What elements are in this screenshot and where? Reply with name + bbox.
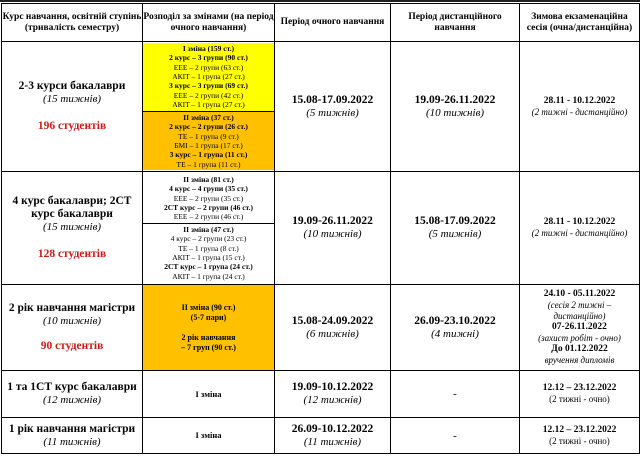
distance-dates: 19.09-26.11.2022 <box>414 93 496 106</box>
fulltime-weeks: (10 тижнів) <box>303 228 362 240</box>
session-line: 07-26.11.2022 <box>552 322 607 332</box>
shift-line: 2 курс – 3 групи (90 ст.) <box>169 53 248 63</box>
distance-dash: - <box>453 388 457 400</box>
distance-cell <box>391 42 520 172</box>
course-cell <box>2 418 143 454</box>
distance-weeks: (10 тижнів) <box>425 106 485 119</box>
course-name: 2-3 курси бакалаври <box>18 80 126 92</box>
distance-dash: - <box>453 429 457 442</box>
distance-cell <box>391 285 520 371</box>
session-note: (2 тижні - очно) <box>549 435 610 446</box>
fulltime-weeks: (5 тижнів) <box>306 106 359 119</box>
session-line: (сесія 2 тижні – <box>547 300 612 310</box>
shift-line: ТЕ – 1 група (9 ст.) <box>178 131 239 141</box>
header-session: Зимова екзаменаційна сесія (очна/дистанційна) <box>520 4 640 42</box>
session-cell <box>520 172 640 285</box>
distribution-cell <box>143 285 275 371</box>
shift-line: ІІ зміна (81 ст.) <box>183 174 234 184</box>
shift-line: ЕЕЕ – 2 групи (35 ст.) <box>173 193 244 203</box>
table-row <box>2 42 640 172</box>
table-row <box>2 285 640 371</box>
shift-line: І зміна (159 ст.) <box>182 43 235 53</box>
shift-block <box>143 223 274 282</box>
distance-weeks: (5 тижнів) <box>428 228 482 240</box>
shift-block-orange <box>143 111 274 170</box>
shift-line: ТЕ – 1 група (8 ст.) <box>178 243 239 253</box>
course-weeks: (15 тижнів) <box>42 93 102 105</box>
shift-line: 3 курс – 1 група (11 ст.) <box>169 150 248 160</box>
session-line: дистанційно) <box>553 311 606 321</box>
session-line: 24.10 - 05.11.2022 <box>543 289 616 299</box>
shift-line: ТЕ – 1 група (11 ст.) <box>176 159 241 169</box>
shift-line: БМІ – 1 група (17 ст.) <box>174 140 243 150</box>
shift-line: ІІ зміна (37 ст.) <box>183 112 234 122</box>
session-dates: 28.11 - 10.12.2022 <box>543 217 616 227</box>
fulltime-cell <box>275 285 391 371</box>
shift-line: ЕЕЕ – 2 групи (42 ст.) <box>173 90 244 100</box>
shift-line: 4 курс – 2 групи (23 ст.) <box>170 234 247 244</box>
course-weeks: (10 тижнів) <box>42 315 102 327</box>
session-cell <box>520 42 640 172</box>
schedule-table <box>1 3 640 454</box>
distance-cell <box>391 371 520 418</box>
session-dates: 28.11 - 10.12.2022 <box>543 95 616 106</box>
course-name: 2 рік навчання магістри <box>8 302 136 314</box>
shift-line: 2СТ курс – 2 групи (46 ст.) <box>163 202 254 212</box>
distance-cell <box>391 172 520 285</box>
session-line: (захист робіт - очно) <box>538 333 621 343</box>
header-course: Курс навчання, освітній ступінь (тривалість семестру) <box>2 4 143 42</box>
session-note: (2 тижні - дистанційно) <box>531 228 628 238</box>
shift-line: АКІТ – 1 група (24 ст.) <box>172 271 245 281</box>
course-cell <box>2 42 143 172</box>
shift-line: АКІТ – 1 група (27 ст.) <box>172 72 245 82</box>
course-weeks: (11 тижнів) <box>43 435 101 448</box>
table-row <box>2 418 640 454</box>
table-row <box>2 371 640 418</box>
shift-line: – 7 груп (90 ст.) <box>181 342 236 352</box>
fulltime-cell <box>275 42 391 172</box>
session-line: До 01.12.2022 <box>551 344 608 354</box>
shift-block-yellow <box>143 43 274 111</box>
shift-line: ІІ зміна (90 ст.) <box>181 302 236 312</box>
course-cell <box>2 371 143 418</box>
session-cell <box>520 285 640 371</box>
fulltime-weeks: (12 тижнів) <box>303 394 362 406</box>
course-name: 4 курс бакалаври; 2СТ курс бакалаври <box>12 195 132 220</box>
session-line: вручення дипломів <box>544 355 615 365</box>
shift-line: ЕЕЕ – 2 групи (46 ст.) <box>173 212 244 222</box>
table-row <box>2 172 640 285</box>
course-weeks: (15 тижнів) <box>42 221 102 233</box>
distance-weeks: (4 тижні) <box>431 327 479 340</box>
session-note: (2 тижні - очно) <box>549 394 610 404</box>
fulltime-cell <box>275 418 391 454</box>
shift-line: 2 рік навчання <box>181 332 236 342</box>
session-dates: 12.12 – 23.12.2022 <box>542 424 617 435</box>
session-dates: 12.12 – 23.12.2022 <box>542 383 617 393</box>
shift-line: 2 курс – 2 групи (26 ст.) <box>169 122 248 132</box>
course-students: 90 студентів <box>40 340 104 352</box>
distance-dates: 26.09-23.10.2022 <box>414 314 496 327</box>
distance-dates: 15.08-17.09.2022 <box>414 215 496 227</box>
distribution-cell <box>143 371 275 418</box>
header-fulltime: Період очного навчання <box>275 4 391 42</box>
course-name: 1 рік навчання магістри <box>8 422 136 435</box>
shift-line: (5-7 пари) <box>190 312 227 322</box>
header-distance: Період дистанційного навчання <box>391 4 520 42</box>
course-weeks: (12 тижнів) <box>42 394 102 406</box>
session-cell <box>520 371 640 418</box>
fulltime-dates: 15.08-24.09.2022 <box>291 314 374 327</box>
shift-line: 4 курс – 4 групи (35 ст.) <box>169 184 248 194</box>
course-cell <box>2 285 143 371</box>
shift-spacer <box>143 323 274 333</box>
header-row <box>2 4 640 42</box>
shift-block-orange <box>143 302 274 354</box>
fulltime-weeks: (6 тижнів) <box>306 327 359 340</box>
shift-label: І зміна <box>195 388 222 399</box>
session-note: (2 тижні - дистанційно) <box>531 106 628 117</box>
shift-label: І зміна <box>195 430 222 440</box>
fulltime-weeks: (11 тижнів) <box>303 435 362 448</box>
fulltime-dates: 19.09-26.11.2022 <box>292 215 373 227</box>
course-students: 196 студентів <box>37 120 107 132</box>
shift-line: АКІТ – 1 група (15 ст.) <box>172 253 245 263</box>
shift-line: ІІ зміна (47 ст.) <box>183 224 234 234</box>
fulltime-cell <box>275 371 391 418</box>
fulltime-dates: 26.09-10.12.2022 <box>291 422 374 435</box>
fulltime-dates: 15.08-17.09.2022 <box>291 93 374 106</box>
fulltime-dates: 19.09-10.12.2022 <box>291 381 374 393</box>
header-distribution: Розподіл за змінами (на період очного навчання) <box>143 4 275 42</box>
fulltime-cell <box>275 172 391 285</box>
distribution-cell <box>143 418 275 454</box>
shift-line: 2СТ курс – 1 група (24 ст.) <box>164 262 253 272</box>
distance-cell <box>391 418 520 454</box>
course-cell <box>2 172 143 285</box>
distribution-cell <box>143 42 275 172</box>
distribution-cell <box>143 172 275 285</box>
session-cell <box>520 418 640 454</box>
shift-line: ЕЕЕ – 2 групи (63 ст.) <box>173 62 244 72</box>
course-students: 128 студентів <box>37 248 107 260</box>
shift-line: АКІТ – 1 група (27 ст.) <box>172 100 245 110</box>
shift-block <box>143 174 274 223</box>
shift-line: 3 курс – 3 групи (69 ст.) <box>169 81 248 91</box>
course-name: 1 та 1СТ курс бакалаври <box>7 381 137 393</box>
